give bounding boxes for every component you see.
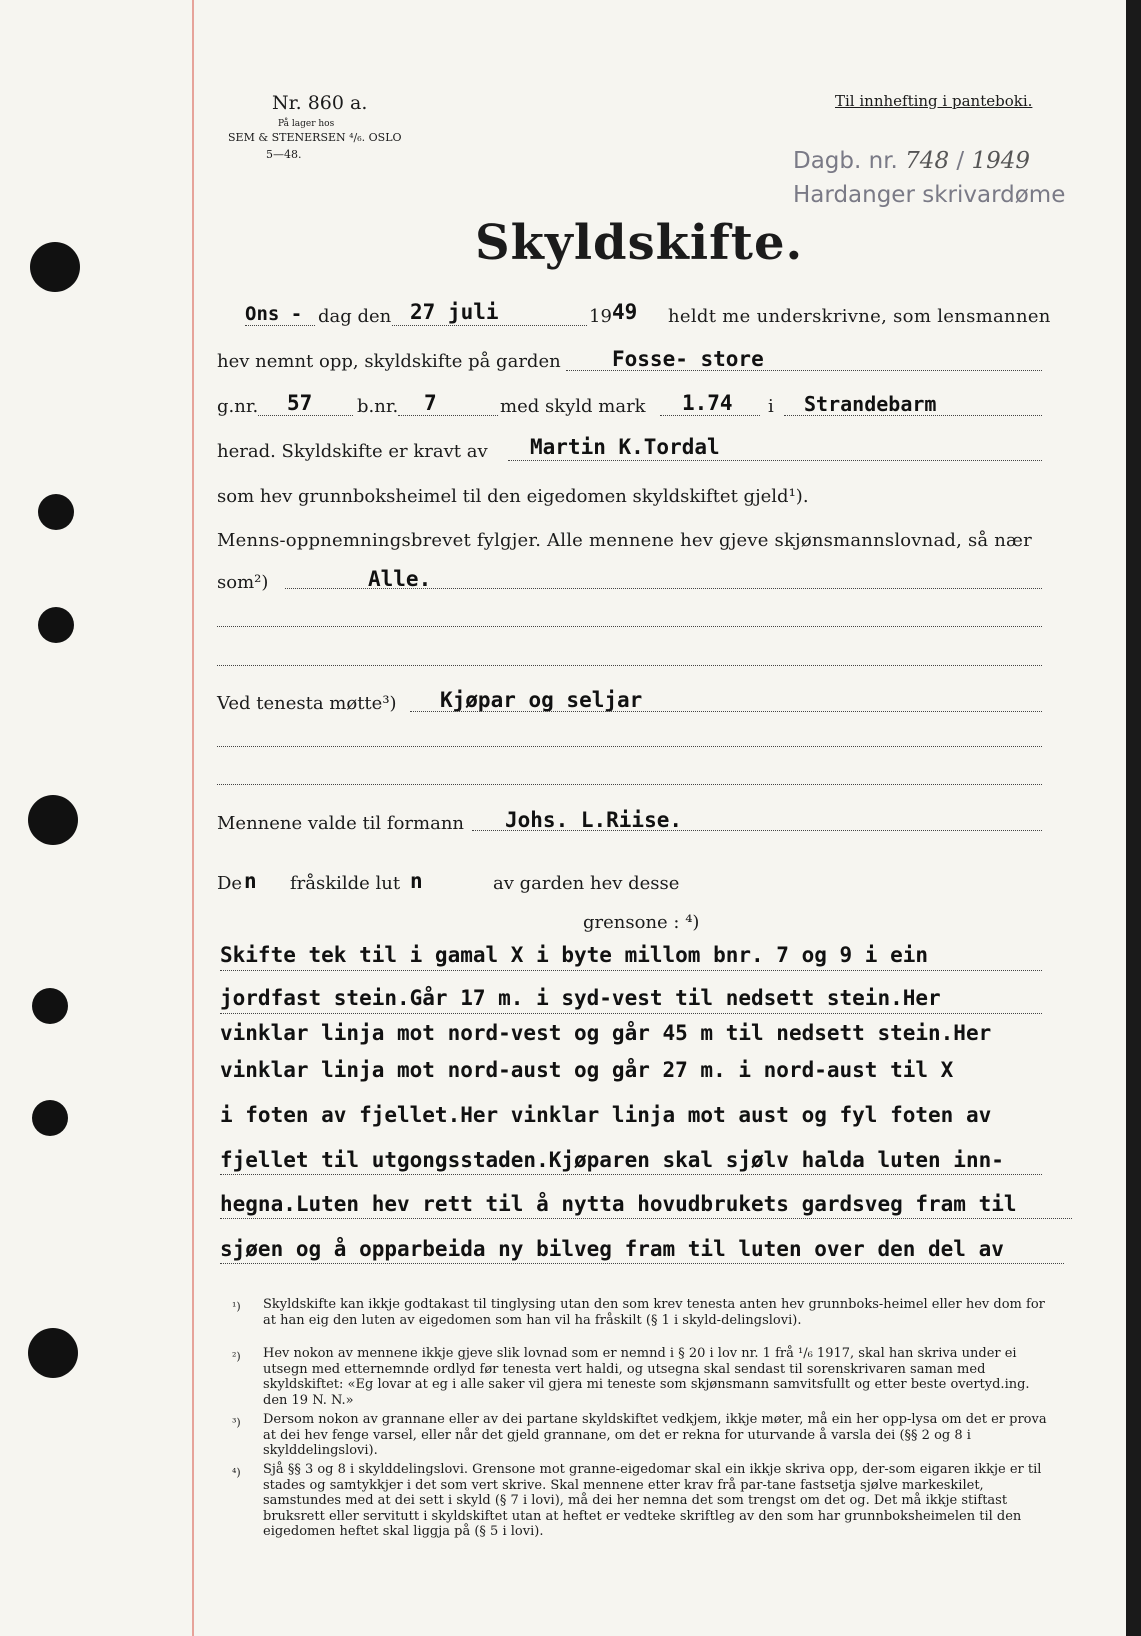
footnote-text: Skyldskifte kan ikkje godtakast til tinglysing utan den som krev tenesta anten hev grunnboks-heimel eller hev dom for at han eig den luten av eigedomen som han vil ha fråskilt (§ 1 i skyld-delingslovi). — [263, 1297, 1045, 1328]
line2-text: hev nemnt opp, skyldskifte på garden — [217, 351, 561, 372]
stamp-court-name: Hardanger skrivardøme — [793, 182, 1066, 208]
lut-label: fråskilde lut — [290, 873, 401, 894]
bnr-label: b.nr. — [357, 396, 399, 417]
fill-line — [220, 1263, 1064, 1264]
fill-line — [217, 746, 1042, 747]
fill-line — [220, 1174, 1042, 1175]
fill-line — [217, 626, 1042, 627]
herad-value: Strandebarm — [804, 392, 937, 416]
gnr-label: g.nr. — [217, 396, 259, 417]
fill-line — [217, 784, 1042, 785]
footnote-number: ⁴) — [232, 1466, 241, 1479]
skyld-value: 1.74 — [682, 391, 733, 415]
line1-text: heldt me underskrivne, som lensmannen — [668, 306, 1051, 327]
weekday-value: Ons - — [245, 303, 303, 325]
stamp-year: 1949 — [971, 148, 1030, 174]
fill-line — [508, 460, 1042, 461]
mote-label: Ved tenesta møtte³) — [217, 693, 397, 714]
bnr-value: 7 — [424, 391, 437, 415]
margin-rule — [192, 0, 194, 1636]
description-line: fjellet til utgongsstaden.Kjøparen skal sjølv halda luten inn- — [220, 1148, 1004, 1172]
footnote-text: Hev nokon av mennene ikkje gjeve slik lovnad som er nemnd i § 20 i lov nr. 1 frå ¹/₆ 1917, skal han skriva under ei utsegn med etternemnde ordlyd før tenesta vert haldi, og utsegna skal sendast til sorenskrivaren saman med skyldskiftet: «Eg lovar at eg i alle saker vil gjera mi teneste som skjønsmann samvitsfullt og etter beste overtyd.ing. den 19 N. N.» — [263, 1346, 1030, 1408]
stamp-number: 748 — [905, 148, 950, 174]
description-line: Skifte tek til i gamal X i byte millom bnr. 7 og 9 i ein — [220, 943, 929, 967]
garden-desse: av garden hev desse — [493, 873, 680, 894]
publisher-line: På lager hos — [278, 119, 335, 129]
fill-line — [660, 415, 760, 416]
skyld-label: med skyld mark — [500, 396, 646, 417]
fill-line — [258, 415, 353, 416]
formann-label: Mennene valde til formann — [217, 813, 464, 834]
fill-line — [398, 415, 498, 416]
date-value: 27 juli — [410, 300, 499, 324]
top-right-note: Til innhefting i panteboki. — [835, 92, 1033, 110]
stamp-sep: / — [956, 148, 965, 174]
punch-hole — [28, 795, 78, 845]
line4-text: herad. Skyldskifte er kravt av — [217, 441, 488, 462]
lut-value: n — [410, 869, 423, 893]
punch-hole — [32, 1100, 68, 1136]
fill-line — [392, 325, 587, 326]
description-line: i foten av fjellet.Her vinklar linja mot aust og fyl foten av — [220, 1103, 992, 1127]
page-title: Skyldskifte. — [475, 215, 804, 271]
description-line: hegna.Luten hev rett til å nytta hovudbrukets gardsveg fram til — [220, 1192, 1017, 1216]
description-line: sjøen og å opparbeida ny bilveg fram til luten over den del av — [220, 1237, 1004, 1261]
footnote-number: ²) — [232, 1350, 241, 1363]
line5-text: som hev grunnboksheimel til den eigedomen skyldskiftet gjeld¹). — [217, 486, 809, 507]
footnote-number: ¹) — [232, 1300, 241, 1313]
description-line: vinklar linja mot nord-aust og går 27 m. i nord-aust til X — [220, 1058, 954, 1082]
punch-hole — [32, 988, 68, 1024]
den-value: n — [244, 869, 257, 893]
line6-text: Menns-oppnemningsbrevet fylgjer. Alle mennene hev gjeve skjønsmannslovnad, så nær — [217, 530, 1032, 551]
gnr-value: 57 — [287, 391, 313, 415]
grensone-label: grensone : ⁴) — [583, 912, 700, 933]
den-label: De — [217, 873, 243, 894]
garden-value: Fosse- store — [612, 347, 764, 371]
punch-hole — [38, 494, 74, 530]
fill-line — [410, 711, 1042, 712]
fill-line — [220, 1218, 1072, 1219]
i-label: i — [768, 396, 774, 417]
fill-line — [217, 665, 1042, 666]
stamp-journal-line — [793, 148, 1030, 174]
som-value: Alle. — [368, 567, 432, 591]
fill-line — [566, 370, 1042, 371]
stamp-label: Dagb. nr. — [793, 148, 898, 174]
fill-line — [784, 415, 1042, 416]
punch-hole — [28, 1328, 78, 1378]
description-line: vinklar linja mot nord-vest og går 45 m til nedsett stein.Her — [220, 1021, 992, 1045]
mote-value: Kjøpar og seljar — [440, 688, 643, 712]
fill-line — [220, 970, 1042, 971]
kravt-value: Martin K.Tordal — [530, 435, 720, 459]
footnote-text: Sjå §§ 3 og 8 i skylddelingslovi. Grensone mot granne-eigedomar skal ein ikkje skriva opp, der-som eigaren ikkje er til stades og samtykkjer i det som vert skrive. Skal mennene etter krav frå par-tane fastsetja sjølve markeskilet, samstundes med at dei sett i skyld (§ 7 i lovi), må dei her nemna det som trengst om det og. Det må ikkje stiftast bruksrett eller servitutt i skyldskiftet utan at heftet er vedteke skriftleg av den som har grunnboksheimelen til den eigedomen heftet skal liggja på (§ 5 i lovi). — [263, 1462, 1042, 1539]
footnote-number: ³) — [232, 1416, 241, 1429]
year-value: 49 — [612, 300, 638, 324]
publisher-line: SEM & STENERSEN ⁴/₆. OSLO — [228, 131, 402, 144]
formann-value: Johs. L.Riise. — [505, 808, 683, 832]
fill-line — [472, 830, 1042, 831]
footnote-text: Dersom nokon av grannane eller av dei partane skyldskiftet vedkjem, ikkje møter, må ein her opp-lysa om det er prova at dei hev fenge varsel, eller når det gjeld grannane, om det er rekna for uturvande å varsla dei (§§ 2 og 8 i skylddelingslovi). — [263, 1412, 1047, 1458]
form-number: Nr. 860 a. — [272, 92, 368, 114]
som-label: som²) — [217, 572, 269, 593]
description-line: jordfast stein.Går 17 m. i syd-vest til nedsett stein.Her — [220, 986, 941, 1010]
fill-line — [245, 325, 315, 326]
dag-label: dag den — [318, 306, 392, 327]
punch-hole — [38, 607, 74, 643]
punch-hole — [30, 242, 80, 292]
publisher-line: 5—48. — [266, 148, 302, 161]
year-prefix: 19 — [589, 306, 612, 327]
fill-line — [220, 1013, 1042, 1014]
fill-line — [285, 588, 1042, 589]
